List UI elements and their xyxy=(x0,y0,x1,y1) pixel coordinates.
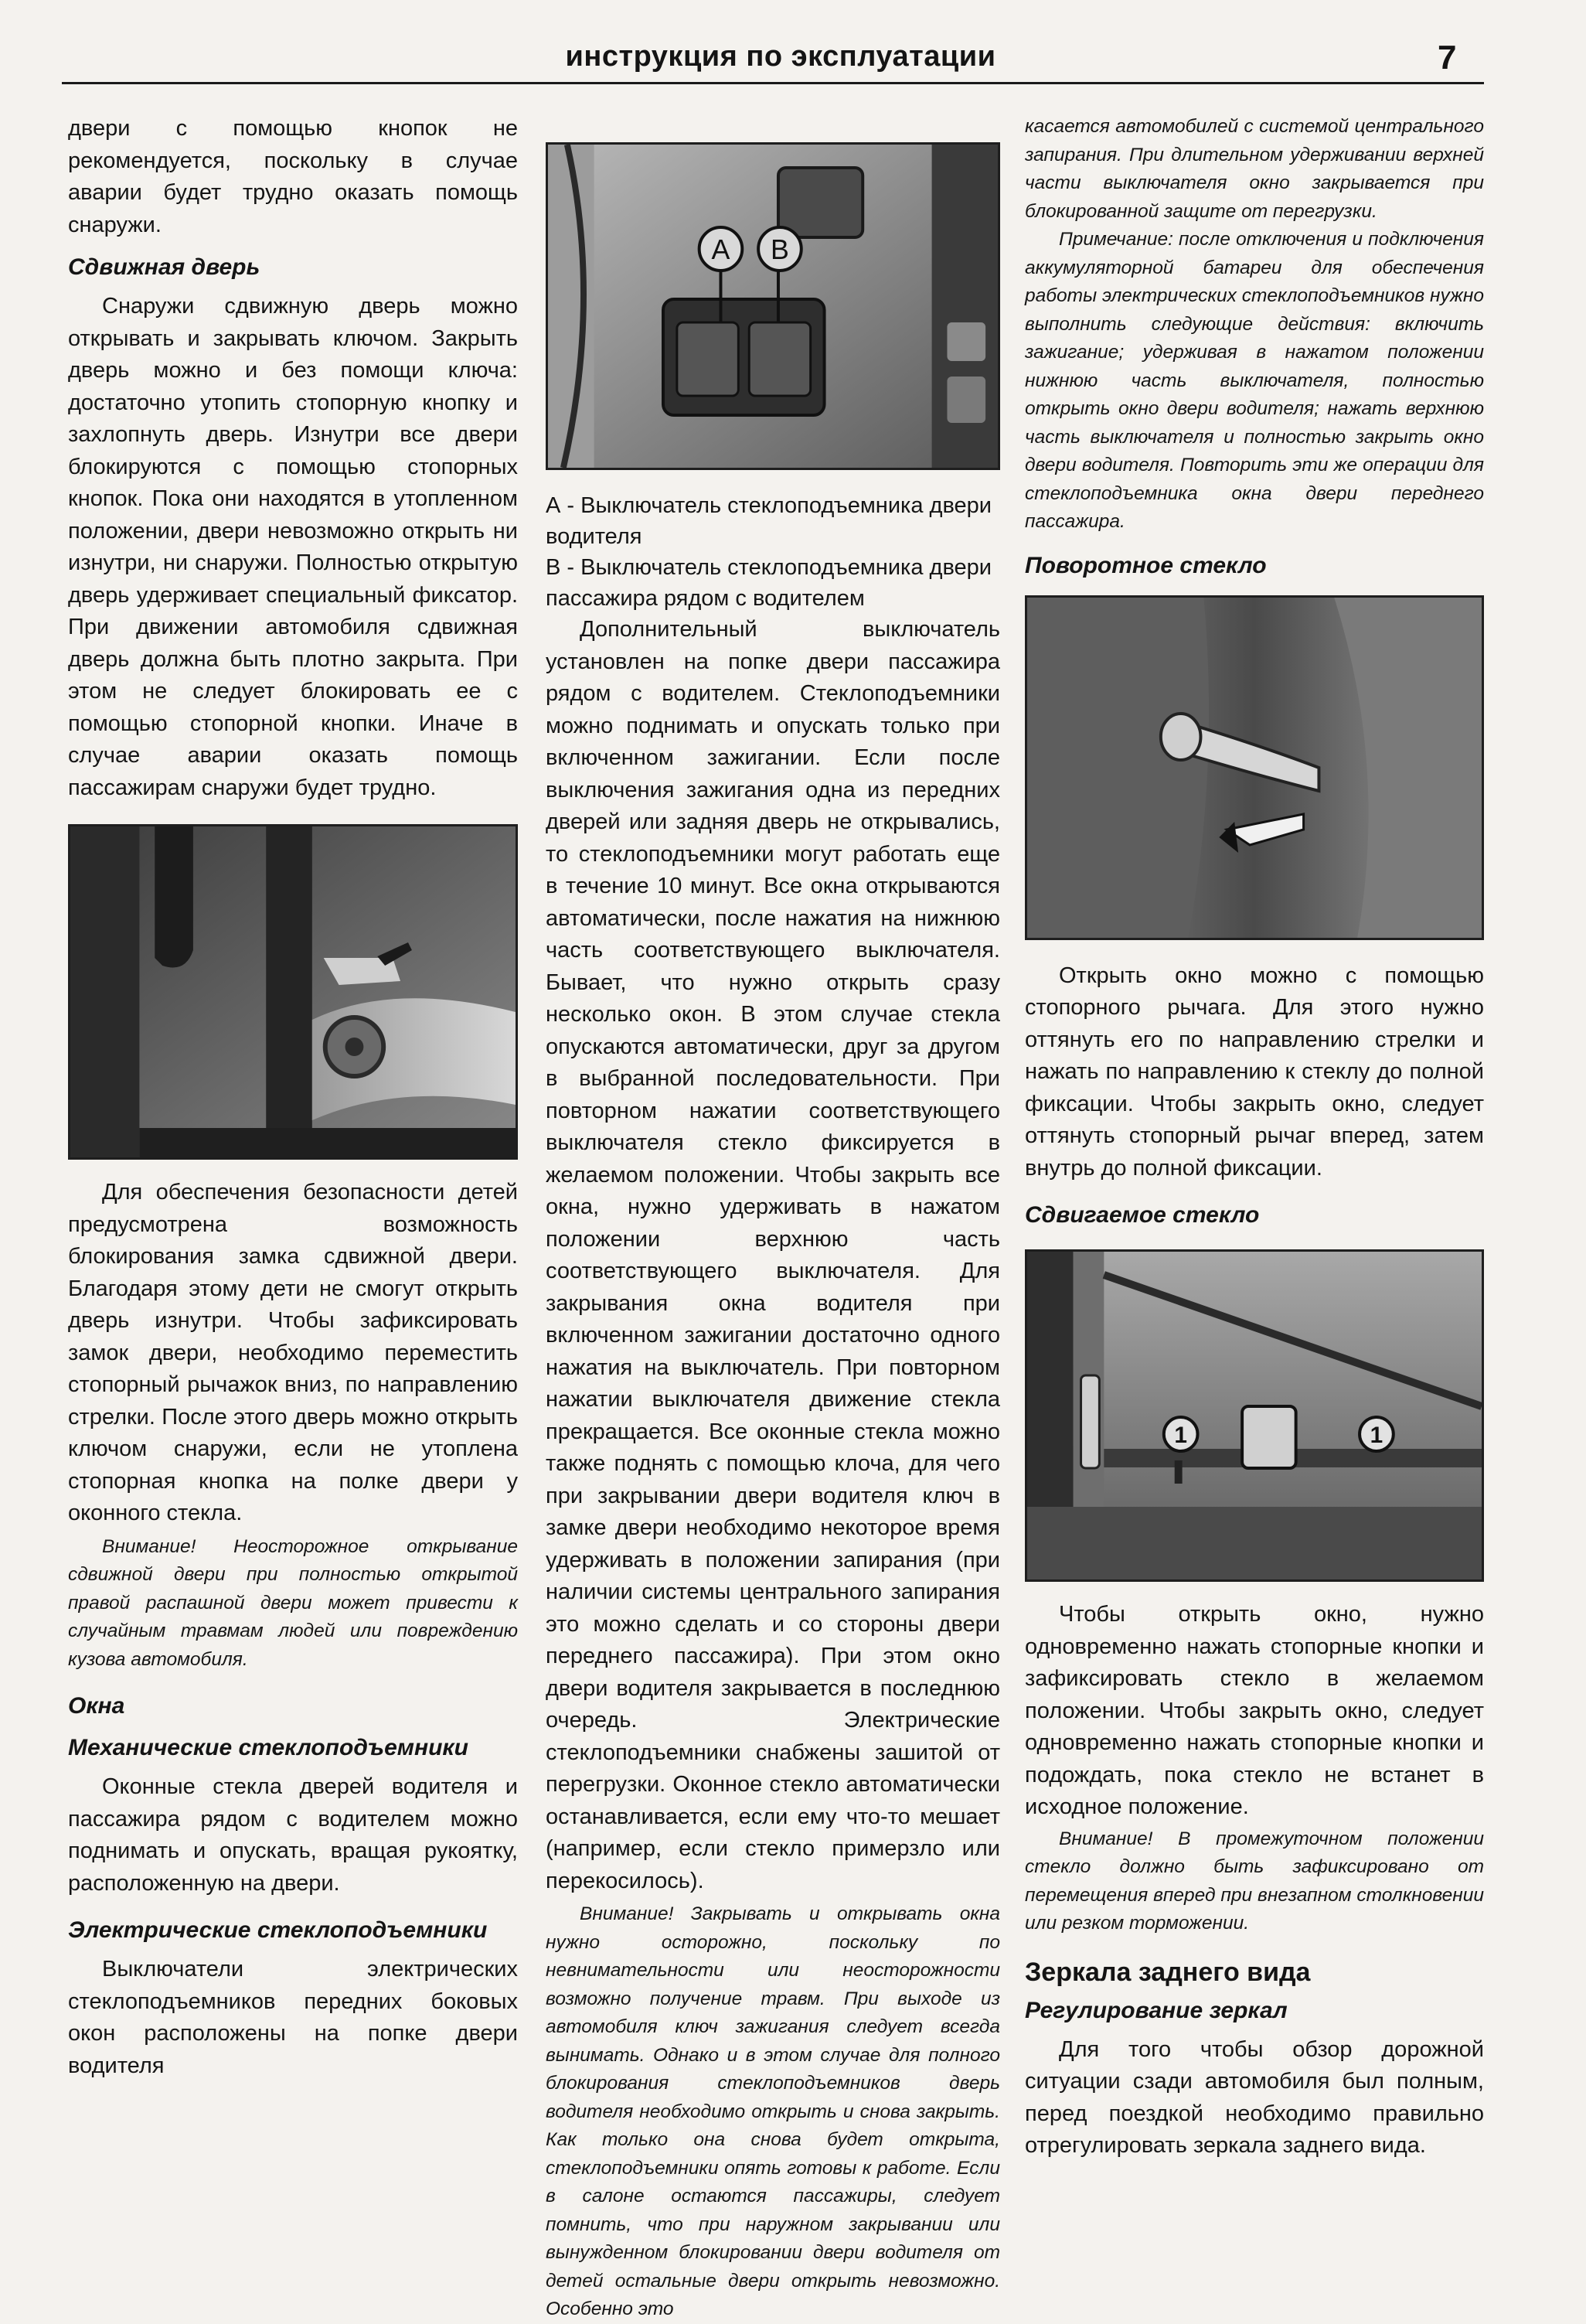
paragraph-pivot-glass: Открыть окно можно с помощью стопорного рычага. Для этого нужно оттянуть его по направлению стрелки и нажать по направлению к стеклу до полной фиксации. Чтобы закрыть окно, следует оттянуть стопорный рычаг вперед, затем внутрь до полной фиксации. xyxy=(1025,963,1484,1181)
note-window-caution: Внимание! Закрывать и открывать окна нужно осторожно, поскольку по невнимательности или неосторожности возможно получение травм. При выходе из автомобиля ключ зажигания следует всегда вынимать. Однако и в этом случае для полного блокирования стеклоподъемников дверь водителя необходимо открыть и снова закрыть. Как только она снова будет открыта, стеклоподъемники опять готовы к работе. Если в салоне остаются пассажиры, следует помнить, что при наружном закрывании или вынужденном блокировании двери водителя от детей остальные двери открыть невозможно. Особенно это xyxy=(546,1903,1000,2319)
paragraph-electric-windows-main: Дополнительный выключатель установлен на попке двери пассажира рядом с водителем. Стеклоподъемники можно поднимать и опускать только при включенном зажигании. Если после выключения зажигания одна из передних дверей или задняя дверь не открывались, то стеклоподъемники могут работать еще в течение 10 минут. Все окна открываются автоматически, после нажатия на нижнюю часть соответствующего выключателя. Бывает, что нужно открыть сразу несколько окон. В этом случае стекла опускаются автоматически, друг за другом в выбранной последовательности. При повторном нажатии соответствующего выключателя стекло фиксируется в желаемом положении. Чтобы закрыть все окна, нужно удерживать в нажатом положении верхнюю часть соответствующего выключателя. Для закрывания окна водителя при включенном зажигании достаточно одного нажатия на выключатель. При повторном нажатии выключателя движение стекла прекращается. Все оконные стекла можно также поднять с помощью клоча, для чего при закрывании двери водителя ключ в замке двери необходимо некоторое время удерживать в положении запирания (при наличии системы центрального запирания это можно сделать и со стороны двери переднего пассажира). При этом окно двери водителя закрывается в последнюю очередь. Электрические стеклоподъемники снабжены зашитой от перегрузки. Оконное стекло автоматически останавливается, если ему что-то мешает (например, если стекло примерзло или перекосилось). xyxy=(546,617,1000,1893)
column-1 xyxy=(68,113,518,2082)
paragraph-mechanical-windows: Оконные стекла дверей водителя и пассажира рядом с водителем можно поднимать и опускать, вращая рукоятку, расположенную на двери. xyxy=(68,1774,518,1896)
photo-sliding-window-buttons xyxy=(1025,1249,1484,1582)
paragraph-sliding-glass: Чтобы открыть окно, нужно одновременно нажать стопорные кнопки и зафиксировать стекло в желаемом положении. Чтобы закрыть окно, следует одновременно нажать стопорные кнопки и подождать, пока стекло не встанет в исходное положение. xyxy=(1025,1602,1484,1819)
photo-sliding-door-lock xyxy=(68,824,518,1160)
paragraph-electric-windows: Выключатели электрических стеклоподъемников передних боковых окон расположены на попке двери водителя xyxy=(68,1957,518,2078)
page-header xyxy=(0,0,1586,85)
caption-switch-a: А - Выключатель стеклоподъемника двери водителя xyxy=(546,493,992,549)
column-3 xyxy=(1025,113,1484,2162)
note-battery-reset: Примечание: после отключения и подключения аккумуляторной батареи для обеспечения работы электрических стеклоподъемников нужно выполнить следующие действия: включить зажигание; удерживая в нажатом положении нижнюю часть выключателя, полностью открыть окно двери водителя; нажать верхнюю часть выключателя и полностью закрыть окно двери водителя. Повторить эти же операции для стеклоподъемника окна двери переднего пассажира. xyxy=(1025,229,1484,532)
heading-mirrors: Зеркала заднего вида xyxy=(1025,1957,1311,1987)
caption-switch-b: В - Выключатель стеклоподъемника двери пассажира рядом с водителем xyxy=(546,555,992,611)
paragraph-mirrors: Для того чтобы обзор дорожной ситуации сзади автомобиля был полным, перед поездкой необходимо правильно отрегулировать зеркала заднего вида. xyxy=(1025,2036,1484,2158)
header-rule xyxy=(62,82,1484,84)
heading-mechanical-windows: Механические стеклоподъемники xyxy=(68,1735,468,1760)
heading-windows: Окна xyxy=(68,1693,125,1719)
photo-window-switches xyxy=(546,142,1000,470)
heading-sliding-glass: Сдвигаемое стекло xyxy=(1025,1202,1260,1228)
photo-pivot-window-latch xyxy=(1025,595,1484,940)
page-header-title: инструкция по эксплуатации xyxy=(565,40,996,73)
page-number: 7 xyxy=(1438,39,1457,77)
heading-electric-windows: Электрические стеклоподъемники xyxy=(68,1917,488,1943)
heading-mirror-adjust: Регулирование зеркал xyxy=(1025,1997,1288,2023)
paragraph-intro: двери с помощью кнопок не рекомендуется, поскольку в случае аварии будет трудно оказать помощь снаружи. xyxy=(68,116,518,237)
photo-label-1-left: 1 xyxy=(1174,1422,1187,1449)
note-sliding-glass: Внимание! В промежуточном положении стекло должно быть зафиксировано от перемещения вперед при внезапном столкновении или резком торможении. xyxy=(1025,1828,1484,1934)
paragraph-sliding-door: Снаружи сдвижную дверь можно открывать и закрывать ключом. Закрыть дверь можно и без помощи ключа: достаточно утопить стопорную кнопку и захлопнуть дверь. Изнутри все двери блокируются с помощью стопорных кнопок. Пока они находятся в утопленном положении, двери невозможно открыть ни изнутри, ни снаружи. Полностью открытую дверь удерживает специальный фиксатор. При движении автомобиля сдвижная дверь должна быть плотно закрыта. При этом не следует блокировать ее с помощью стопорной кнопки. Иначе в случае аварии оказать помощь пассажирам снаружи будет трудно. xyxy=(68,294,518,800)
heading-pivot-glass: Поворотное стекло xyxy=(1025,552,1267,578)
note-central-locking: касается автомобилей с системой центрального запирания. При длительном удерживании верхней части выключателя окно закрывается при блокированной защите от перегрузки. xyxy=(1025,116,1484,222)
photo-label-1-right: 1 xyxy=(1370,1422,1383,1449)
note-careless-opening: Внимание! Неосторожное открывание сдвижной двери при полностью открытой правой распашной двери может привести к случайным травмам людей или повреждению кузова автомобиля. xyxy=(68,1535,518,1670)
photo-label-b: B xyxy=(771,233,789,266)
paragraph-child-lock: Для обеспечения безопасности детей предусмотрена возможность блокирования замка сдвижной двери. Благодаря этому дети не смогут открыть дверь изнутри. Чтобы зафиксировать замок двери, необходимо переместить стопорный рычажок вниз, по направлению стрелки. После этого дверь можно открыть ключом снаружи, если не утоплена стопорная кнопка на полке двери у оконного стекла. xyxy=(68,1180,518,1525)
column-2 xyxy=(546,113,1000,2324)
photo-label-a: A xyxy=(711,233,730,266)
heading-sliding-door: Сдвижная дверь xyxy=(68,254,260,280)
